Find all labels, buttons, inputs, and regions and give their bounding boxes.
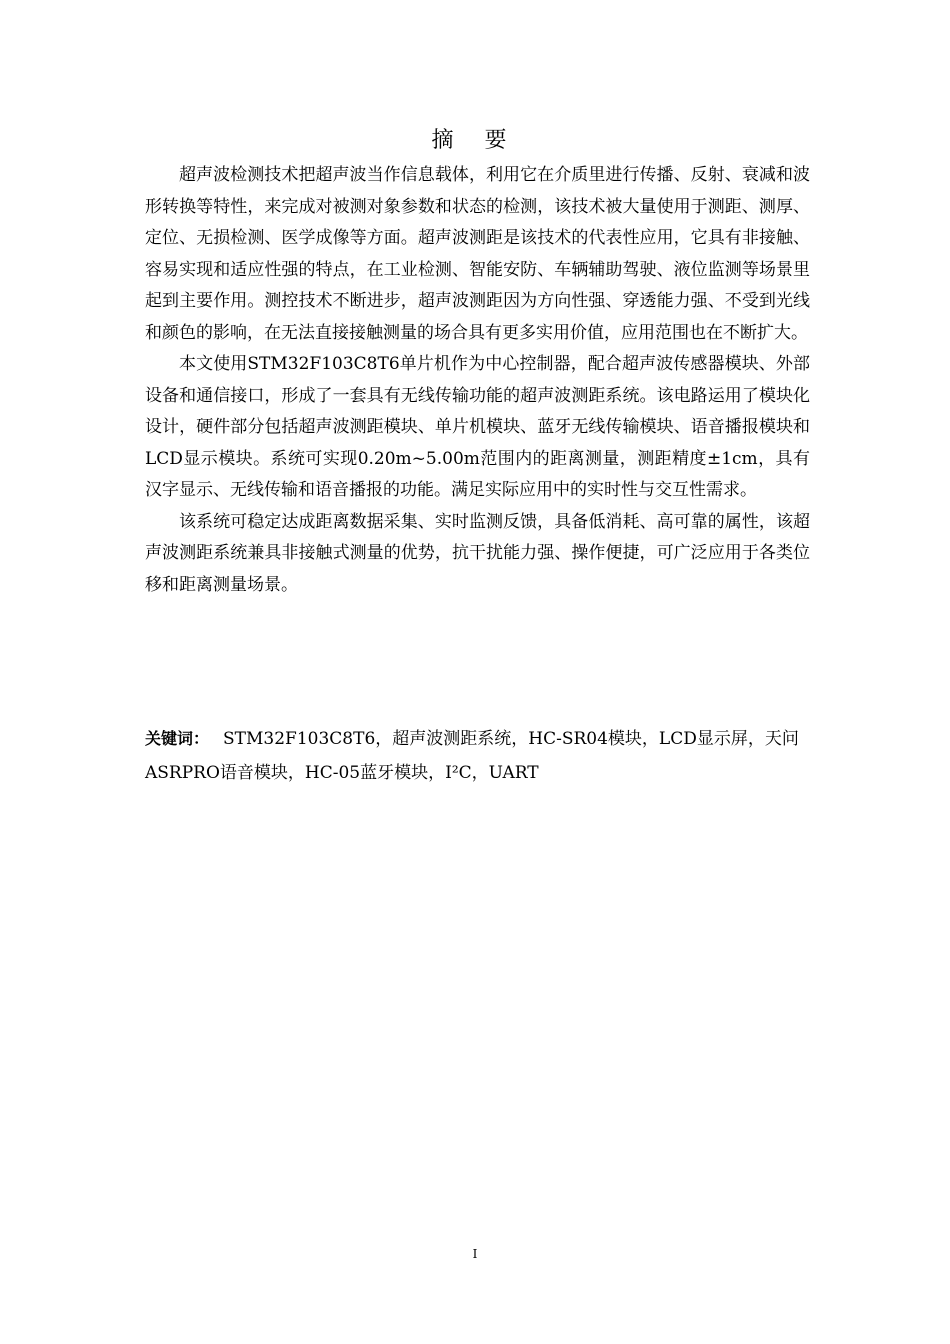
abstract-paragraph-3: 该系统可稳定达成距离数据采集、实时监测反馈，具备低消耗、高可靠的属性，该超声波测距系统兼具非接触式测量的优势，抗干扰能力强、操作便捷，可广泛应用于各类位移和距离测量场景。: [145, 511, 810, 595]
abstract-paragraph-1: 超声波检测技术把超声波当作信息载体，利用它在介质里进行传播、反射、衰减和波形转换等特性，来完成对被测对象参数和状态的检测，该技术被大量使用于测距、测厚、定位、无损检测、医学成像等方面。超声波测距是该技术的代表性应用，它具有非接触、容易实现和适应性强的特点，在工业检测、智能安防、车辆辅助驾驶、液位监测等场景里起到主要作用。测控技术不断进步，超声波测距因为方向性强、穿透能力强、不受到光线和颜色的影响，在无法直接接触测量的场合具有更多实用价值，应用范围也在不断扩大。: [145, 165, 810, 343]
keywords-section: [145, 722, 810, 790]
keywords-text: STM32F103C8T6，超声波测距系统，HC-SR04模块，LCD显示屏，天问ASRPRO语音模块，HC-05蓝牙模块，I²C，UART: [145, 729, 799, 783]
keywords-label: 关键词：: [145, 729, 210, 748]
abstract-body: [145, 160, 810, 601]
page-number: I: [472, 1247, 478, 1261]
abstract-paragraph-2: 本文使用STM32F103C8T6单片机作为中心控制器，配合超声波传感器模块、外部设备和通信接口，形成了一套具有无线传输功能的超声波测距系统。该电路运用了模块化设计，硬件部分包括超声波测距模块、单片机模块、蓝牙无线传输模块、语音播报模块和LCD显示模块。系统可实现0.20m~5.00m范围内的距离测量，测距精度±1cm，具有汉字显示、无线传输和语音播报的功能。满足实际应用中的实时性与交互性需求。: [145, 354, 810, 500]
page-title: 摘 要: [431, 128, 519, 153]
